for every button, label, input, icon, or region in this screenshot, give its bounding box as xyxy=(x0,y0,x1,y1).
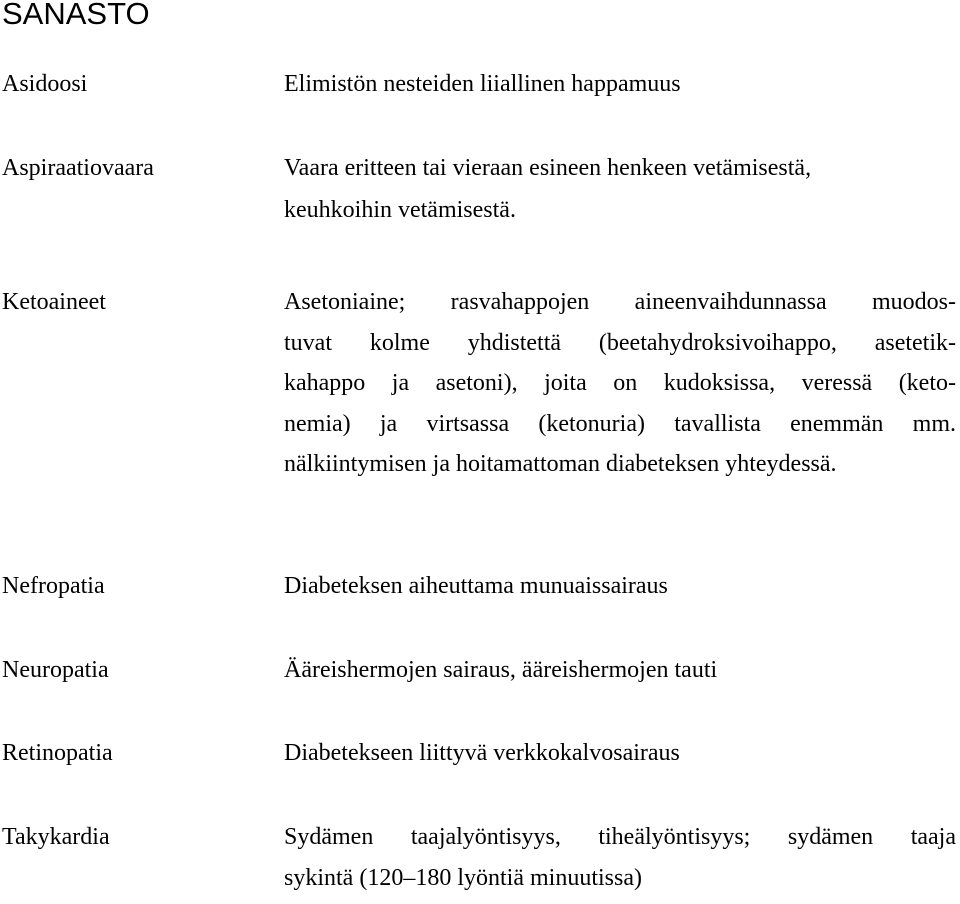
page-title: SANASTO xyxy=(2,0,150,31)
definition-line: kahappo ja asetoni), joita on kudoksissa, veressä (keto- xyxy=(284,370,956,396)
glossary-term-aspiraatiovaara: Aspiraatiovaara xyxy=(2,155,154,181)
glossary-definition-retinopatia xyxy=(284,739,954,781)
definition-line: Vaara eritteen tai vieraan esineen henkeen vetämisestä, xyxy=(284,155,812,181)
glossary-term-asidoosi: Asidoosi xyxy=(2,71,88,97)
definition-line: Diabeteksen aiheuttama munuaissairaus xyxy=(284,573,668,599)
glossary-definition-asidoosi xyxy=(284,70,954,112)
definition-line: sykintä (120–180 lyöntiä minuutissa) xyxy=(284,864,642,891)
definition-line: Ääreishermojen sairaus, ääreishermojen tauti xyxy=(284,657,718,683)
glossary-term-nefropatia: Nefropatia xyxy=(2,573,105,599)
definition-line: tuvat kolme yhdistettä (beetahydroksivoihappo, asetetik- xyxy=(284,329,956,356)
definition-line: Sydämen taajalyöntisyys, tiheälyöntisyys; sydämen taaja xyxy=(284,824,956,850)
definition-line: nälkiintymisen ja hoitamattoman diabeteksen yhteydessä. xyxy=(284,451,837,477)
glossary-term-takykardia: Takykardia xyxy=(2,824,110,850)
glossary-definition-ketoaineet xyxy=(284,288,956,491)
definition-line: Asetoniaine; rasvahappojen aineenvaihdunnassa muodos- xyxy=(284,289,956,315)
glossary-term-retinopatia: Retinopatia xyxy=(2,740,113,766)
definition-line: Elimistön nesteiden liiallinen happamuus xyxy=(284,71,681,97)
glossary-definition-nefropatia xyxy=(284,572,954,614)
definition-line: Diabetekseen liittyvä verkkokalvosairaus xyxy=(284,740,680,766)
definition-line: keuhkoihin vetämisestä. xyxy=(284,196,516,223)
glossary-term-ketoaineet: Ketoaineet xyxy=(2,289,106,315)
definition-line: nemia) ja virtsassa (ketonuria) tavallista enemmän mm. xyxy=(284,410,956,437)
glossary-definition-aspiraatiovaara xyxy=(284,154,954,237)
glossary-term-neuropatia: Neuropatia xyxy=(2,657,109,683)
glossary-definition-takykardia xyxy=(284,823,956,904)
glossary-definition-neuropatia xyxy=(284,656,954,698)
